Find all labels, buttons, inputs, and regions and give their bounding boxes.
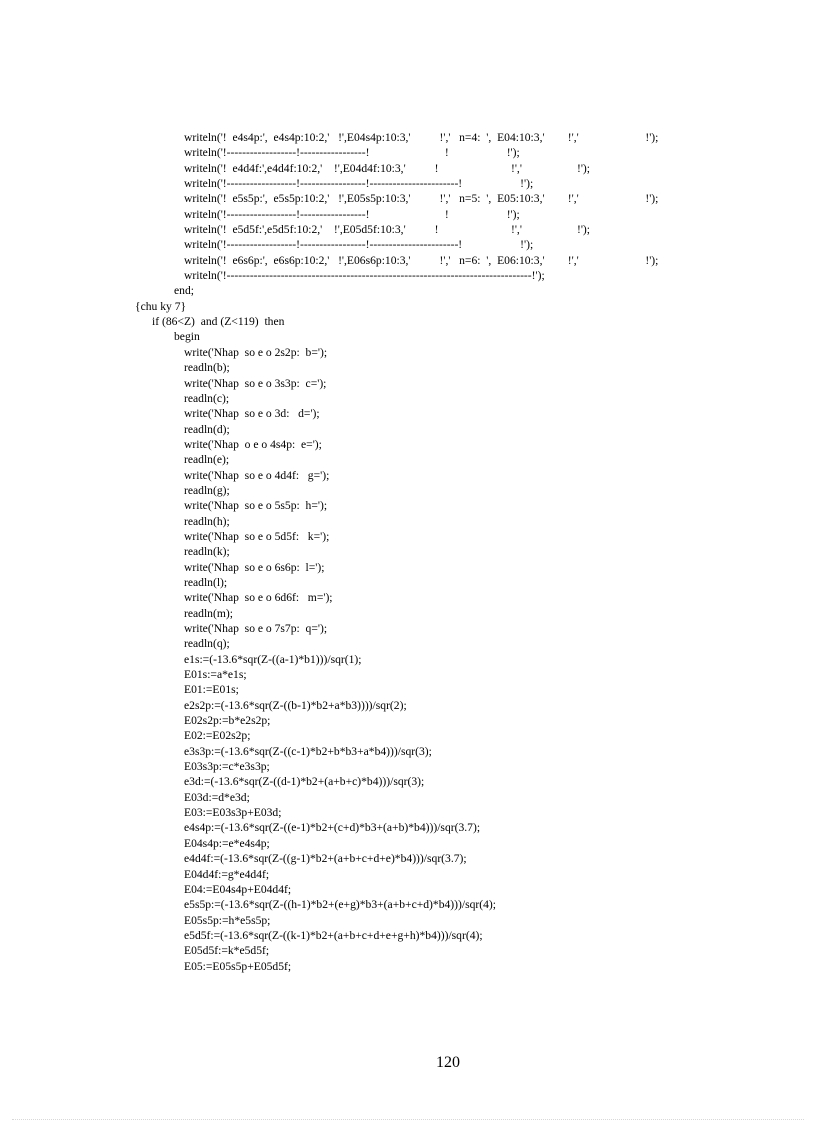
- code-line: E03s3p:=c*e3s3p;: [184, 760, 270, 774]
- code-line: E01:=E01s;: [184, 683, 239, 697]
- code-line: E05d5f:=k*e5d5f;: [184, 944, 270, 958]
- code-line: writeln('!------------------!-----------------! ! !');: [184, 207, 520, 221]
- code-line: write('Nhap so e o 2s2p: b=');: [184, 345, 328, 359]
- code-line: e3d:=(-13.6*sqr(Z-((d-1)*b2+(a+b+c)*b4)))/sqr(3);: [184, 775, 425, 789]
- code-line: end;: [174, 284, 194, 298]
- code-line: readln(d);: [184, 422, 230, 436]
- code-line: write('Nhap so e o 6d6f: m=');: [184, 591, 333, 605]
- code-line: E03d:=d*e3d;: [184, 790, 250, 804]
- code-line: E04:=E04s4p+E04d4f;: [184, 882, 292, 896]
- code-line: e5d5f:=(-13.6*sqr(Z-((k-1)*b2+(a+b+c+d+e+g+h)*b4)))/sqr(4);: [184, 928, 483, 942]
- code-line: writeln('! e5d5f:',e5d5f:10:2,' !',E05d5f:10:3,' ! !',' !');: [184, 223, 591, 237]
- code-line: e3s3p:=(-13.6*sqr(Z-((c-1)*b2+b*b3+a*b4)))/sqr(3);: [184, 744, 432, 758]
- code-line: E01s:=a*e1s;: [184, 668, 247, 682]
- code-line: writeln('! e6s6p:', e6s6p:10:2,' !',E06s6p:10:3,' !',' n=6: ', E06:10:3,' !',' !');: [184, 253, 659, 267]
- code-comment: {chu ky 7}: [135, 299, 187, 313]
- code-line: write('Nhap so e o 3d: d=');: [184, 407, 320, 421]
- code-line: readln(b);: [184, 361, 230, 375]
- code-line: E02s2p:=b*e2s2p;: [184, 714, 271, 728]
- code-line: write('Nhap so e o 6s6p: l=');: [184, 560, 325, 574]
- code-line: writeln('! e4d4f:',e4d4f:10:2,' !',E04d4f:10:3,' ! !',' !');: [184, 161, 591, 175]
- code-line: write('Nhap so e o 5s5p: h=');: [184, 499, 328, 513]
- code-line: readln(m);: [184, 606, 233, 620]
- code-line: readln(e);: [184, 453, 230, 467]
- code-line: E02:=E02s2p;: [184, 729, 251, 743]
- code-line: E04s4p:=e*e4s4p;: [184, 836, 270, 850]
- code-line: e1s:=(-13.6*sqr(Z-((a-1)*b1)))/sqr(1);: [184, 652, 362, 666]
- code-line: readln(q);: [184, 637, 230, 651]
- code-line: E03:=E03s3p+E03d;: [184, 806, 282, 820]
- page-number: 120: [436, 1054, 460, 1071]
- code-line: write('Nhap so e o 5d5f: k=');: [184, 529, 330, 543]
- code-line: e2s2p:=(-13.6*sqr(Z-((b-1)*b2+a*b3))))/sqr(2);: [184, 698, 407, 712]
- page-bottom-divider: [12, 1119, 804, 1120]
- code-line: write('Nhap so e o 3s3p: c=');: [184, 376, 327, 390]
- code-line: writeln('! e5s5p:', e5s5p:10:2,' !',E05s5p:10:3,' !',' n=5: ', E05:10:3,' !',' !');: [184, 192, 659, 206]
- code-line: readln(c);: [184, 391, 230, 405]
- code-line: if (86<Z) and (Z<119) then: [152, 315, 285, 329]
- code-line: begin: [174, 330, 200, 344]
- code-line: writeln('!------------------!-----------------! ! !');: [184, 146, 520, 160]
- code-line: write('Nhap so e o 4d4f: g=');: [184, 468, 330, 482]
- code-line: writeln('!-------------------------------------------------------------------------------!');: [184, 269, 545, 283]
- code-listing: [0, 130, 816, 974]
- code-line: E05s5p:=h*e5s5p;: [184, 913, 271, 927]
- code-line: readln(l);: [184, 575, 228, 589]
- code-line: readln(g);: [184, 483, 230, 497]
- code-line: write('Nhap so e o 7s7p: q=');: [184, 622, 328, 635]
- code-line: e4s4p:=(-13.6*sqr(Z-((e-1)*b2+(c+d)*b3+(a+b)*b4)))/sqr(3.7);: [184, 821, 481, 835]
- code-line: writeln('! e4s4p:', e4s4p:10:2,' !',E04s4p:10:3,' !',' n=4: ', E04:10:3,' !',' !');: [184, 131, 659, 144]
- code-line: e4d4f:=(-13.6*sqr(Z-((g-1)*b2+(a+b+c+d+e)*b4)))/sqr(3.7);: [184, 852, 467, 866]
- code-line: writeln('!------------------!-----------------!-----------------------! !');: [184, 177, 534, 191]
- code-line: write('Nhap o e o 4s4p: e=');: [184, 437, 322, 451]
- code-line: readln(k);: [184, 545, 230, 559]
- code-line: writeln('!------------------!-----------------!-----------------------! !');: [184, 238, 534, 252]
- code-line: E05:=E05s5p+E05d5f;: [184, 959, 292, 973]
- code-line: E04d4f:=g*e4d4f;: [184, 867, 270, 881]
- code-line: readln(h);: [184, 514, 230, 528]
- code-line: e5s5p:=(-13.6*sqr(Z-((h-1)*b2+(e+g)*b3+(a+b+c+d)*b4)))/sqr(4);: [184, 898, 497, 912]
